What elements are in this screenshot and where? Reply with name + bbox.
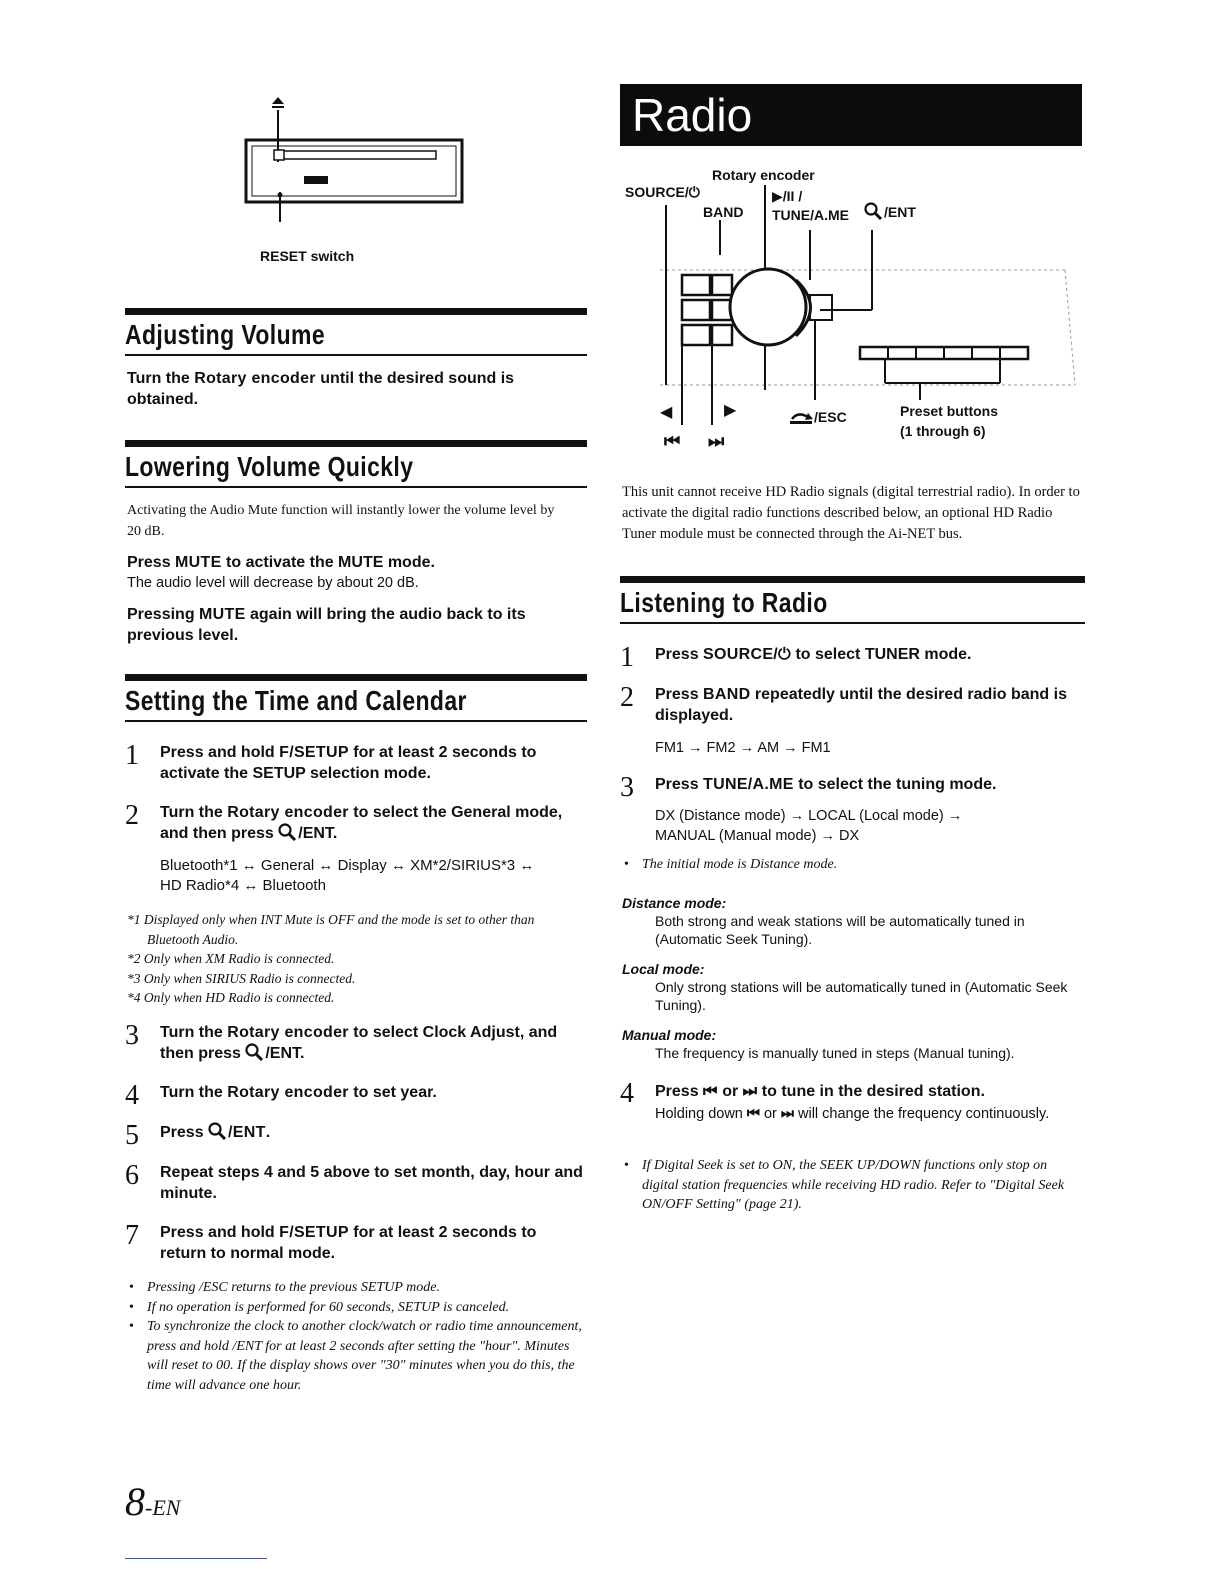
- search-icon: [208, 1122, 228, 1140]
- note: • The initial mode is Distance mode.: [642, 854, 1082, 875]
- mode-name: Distance mode:: [622, 895, 727, 911]
- reset-switch-label: RESET switch: [260, 248, 355, 264]
- instruction-sub: The audio level will decrease by about 20 dB.: [127, 575, 419, 591]
- section-time-calendar: [125, 674, 587, 1404]
- return-icon: [788, 409, 814, 425]
- notes-list: [147, 1278, 587, 1395]
- instruction: Turn the Rotary encoder until the desired sound is obtained.: [127, 370, 515, 408]
- tuning-modes: [622, 894, 1082, 1062]
- next-track-label: ⏭: [708, 431, 725, 451]
- source-label: SOURCE/⏻: [625, 184, 700, 200]
- step-3: 3 Press TUNE/A.ME to select the tuning mode. DX (Distance mode) → LOCAL (Local mode) → MANUAL (Manual mode) → DX: [620, 774, 1085, 854]
- search-icon: [278, 823, 298, 841]
- section-listening-radio: [620, 576, 1085, 1236]
- ent-label: /ENT: [864, 202, 916, 221]
- footnote: *4 Only when HD Radio is connected.: [127, 990, 335, 1005]
- step-1: 1 Press SOURCE/⏻ to select TUNER mode.: [620, 642, 972, 673]
- step-2: 2 Turn the Rotary encoder to select the General mode, and then press /ENT. Bluetooth*1 ↔ General ↔ Display ↔ XM*2/SIRIUS*3 ↔ HD Radio*4 ↔ Bluetooth: [125, 802, 587, 902]
- section-lowering-volume: [125, 440, 587, 650]
- rotary-encoder-label: Rotary encoder: [712, 167, 815, 183]
- play-pause-label: ▶/II /: [772, 188, 803, 204]
- mode-name: Local mode:: [622, 961, 705, 977]
- section-header: [620, 576, 1085, 624]
- note: • To synchronize the clock to another clock/watch or radio time announcement, press and hold /ENT for at least 2 seconds after setting the "hour". Minutes will reset to 00. If the display shows over "30" minutes when you do this, the time will advance one hour.: [147, 1317, 587, 1395]
- band-sequence: FM1 → FM2 → AM → FM1: [655, 740, 831, 756]
- footnote: *3 Only when SIRIUS Radio is connected.: [127, 970, 356, 986]
- prev-track-label: ⏮: [664, 431, 681, 451]
- step-3: 3 Turn the Rotary encoder to select Clock Adjust, and then press /ENT.: [125, 1020, 558, 1062]
- section-header: [125, 308, 587, 356]
- esc-label: /ESC: [788, 408, 847, 426]
- step-4: 4 Turn the Rotary encoder to set year.: [125, 1080, 437, 1111]
- step-7: 7 Press and hold F/SETUP for at least 2 seconds to return to normal mode.: [125, 1220, 537, 1262]
- page-number: 8-EN: [125, 1479, 181, 1524]
- eject-icon: [272, 97, 284, 108]
- step-1: 1 Press and hold F/SETUP for at least 2 seconds to activate the SETUP selection mode.: [125, 740, 537, 782]
- note: • Pressing /ESC returns to the previous SETUP mode.: [147, 1278, 587, 1298]
- radio-panel-figure: [620, 160, 1085, 460]
- mode-desc: Both strong and weak stations will be automatically tuned in (Automatic Seek Tuning).: [655, 913, 1025, 947]
- left-arrow-label: ◀: [660, 404, 673, 421]
- band-label: BAND: [703, 204, 744, 220]
- step-5: 5 Press /ENT.: [125, 1120, 271, 1151]
- section-header: [125, 674, 587, 722]
- step-2: 2 Press BAND repeatedly until the desired radio band is displayed. FM1 → FM2 → AM → FM1: [620, 682, 1067, 756]
- intro-text: Activating the Audio Mute function will instantly lower the volume level by 20 dB.: [127, 503, 555, 539]
- footnotes: [127, 910, 582, 1008]
- step-4-sub: Holding down ⏮ or ⏭ will change the frequency continuously.: [655, 1106, 1050, 1122]
- section-header: [125, 440, 587, 488]
- note: • If Digital Seek is set to ON, the SEEK UP/DOWN functions only stop on digital station frequencies while receiving HD radio. Refer to "Digital Seek ON/OFF Setting" (page 21).: [642, 1156, 1082, 1215]
- mode-desc: The frequency is manually tuned in steps (Manual tuning).: [655, 1045, 1015, 1061]
- instruction-mute: Press MUTE to activate the MUTE mode.: [127, 554, 435, 571]
- search-icon: [864, 202, 884, 220]
- mode-name: Manual mode:: [622, 1027, 717, 1043]
- tuning-sequence: DX (Distance mode) → LOCAL (Local mode) → MANUAL (Manual mode) → DX: [655, 808, 963, 844]
- footnote: *1 Displayed only when INT Mute is OFF and the mode is set to other than Bluetooth Audio.: [127, 912, 535, 947]
- section-title: Listening to Radio: [620, 587, 828, 618]
- section-title: Setting the Time and Calendar: [125, 685, 467, 716]
- section-title: Lowering Volume Quickly: [125, 451, 414, 482]
- instruction-mute-again: Pressing MUTE again will bring the audio back to its previous level.: [127, 606, 526, 644]
- footer-divider: [125, 1558, 267, 1559]
- preset-buttons-label: Preset buttons: [900, 403, 999, 419]
- note: • If no operation is performed for 60 seconds, SETUP is canceled.: [147, 1298, 587, 1318]
- step-4: 4 Press ⏮ or ⏭ to tune in the desired station. Holding down ⏮ or ⏭ will change the frequency continuously.: [620, 1080, 1085, 1150]
- mode-desc: Only strong stations will be automatically tuned in (Automatic Seek Tuning).: [655, 979, 1068, 1013]
- radio-banner: Radio: [620, 84, 1082, 146]
- mode-sequence: Bluetooth*1 ↔ General ↔ Display ↔ XM*2/SIRIUS*3 ↔ HD Radio*4 ↔ Bluetooth: [160, 857, 535, 894]
- right-arrow-label: ▶: [724, 402, 737, 419]
- section-title: Adjusting Volume: [125, 319, 326, 350]
- tune-label: TUNE/A.ME: [772, 207, 849, 223]
- reset-switch-figure: [240, 92, 470, 222]
- preset-range-label: (1 through 6): [900, 423, 986, 439]
- radio-intro: This unit cannot receive HD Radio signals (digital terrestrial radio). In order to activate the digital radio functions described below, an optional HD Radio Tuner module must be connected through the Ai-NET bus.: [622, 484, 1080, 542]
- section-adjusting-volume: [125, 308, 587, 418]
- step-6: 6 Repeat steps 4 and 5 above to set month, day, hour and minute.: [125, 1160, 583, 1202]
- footnote: *2 Only when XM Radio is connected.: [127, 951, 335, 966]
- search-icon: [245, 1043, 265, 1061]
